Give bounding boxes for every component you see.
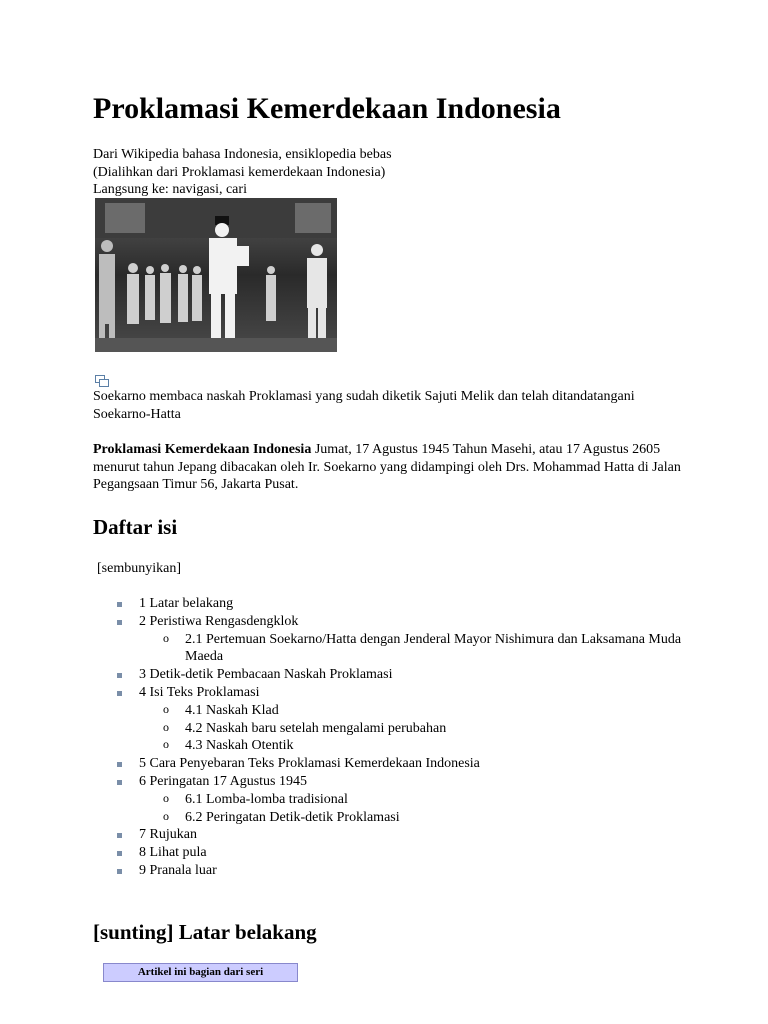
series-infobox: Artikel ini bagian dari seri bbox=[103, 963, 298, 982]
proclamation-photo[interactable] bbox=[95, 198, 337, 352]
toc-title: Daftar isi bbox=[93, 515, 178, 539]
toc-item[interactable]: 4 Isi Teks Proklamasi bbox=[93, 684, 713, 702]
jump-links[interactable]: Langsung ke: navigasi, cari bbox=[93, 182, 247, 197]
section-heading-latar-belakang: [sunting] Latar belakang bbox=[93, 920, 317, 944]
toc-toggle-link[interactable]: [sembunyikan] bbox=[97, 561, 181, 576]
article-meta bbox=[93, 146, 392, 199]
page-title: Proklamasi Kemerdekaan Indonesia bbox=[93, 92, 561, 125]
redirect-note[interactable]: (Dialihkan dari Proklamasi kemerdekaan Indonesia) bbox=[93, 164, 386, 180]
toc-item[interactable]: 3 Detik-detik Pembacaan Naskah Proklamasi bbox=[93, 666, 713, 684]
toc-item[interactable]: 5 Cara Penyebaran Teks Proklamasi Kemerdekaan Indonesia bbox=[93, 755, 713, 773]
toc-subitem[interactable]: o 6.2 Peringatan Detik-detik Proklamasi bbox=[93, 809, 713, 827]
toc-list bbox=[93, 595, 713, 880]
lead-paragraph bbox=[93, 441, 693, 494]
toc-subitem[interactable]: o 4.3 Naskah Otentik bbox=[93, 737, 713, 755]
toc-subitem[interactable]: o 6.1 Lomba-lomba tradisional bbox=[93, 791, 713, 809]
toc-item[interactable]: 7 Rujukan bbox=[93, 826, 713, 844]
toc-item[interactable]: 6 Peringatan 17 Agustus 1945 bbox=[93, 773, 713, 791]
source-line: Dari Wikipedia bahasa Indonesia, ensiklopedia bebas bbox=[93, 147, 392, 162]
toc-item[interactable]: 2 Peristiwa Rengasdengklok bbox=[93, 613, 713, 631]
toc-subitem[interactable]: o 2.1 Pertemuan Soekarno/Hatta dengan Jenderal Mayor Nishimura dan Laksamana Muda Maeda bbox=[93, 631, 713, 667]
toc-subitem[interactable]: o 4.2 Naskah baru setelah mengalami perubahan bbox=[93, 720, 713, 738]
toc-item[interactable]: 1 Latar belakang bbox=[93, 595, 713, 613]
enlarge-icon[interactable] bbox=[95, 374, 109, 386]
toc-item[interactable]: 9 Pranala luar bbox=[93, 862, 713, 880]
lead-text: Jumat, 17 Agustus 1945 Tahun Masehi, atau 17 Agustus 2605 menurut tahun Jepang dibacakan oleh Ir. Soekarno yang didampingi oleh Drs. Mohammad Hatta di Jalan Pegangsaan Timur 56, Jakarta Pusat. bbox=[93, 442, 681, 492]
lead-bold-term: Proklamasi Kemerdekaan Indonesia bbox=[93, 442, 312, 457]
toc-item[interactable]: 8 Lihat pula bbox=[93, 844, 713, 862]
image-caption: Soekarno membaca naskah Proklamasi yang sudah diketik Sajuti Melik dan telah ditandatangani Soekarno-Hatta bbox=[93, 389, 635, 422]
toc-subitem[interactable]: o 4.1 Naskah Klad bbox=[93, 702, 713, 720]
